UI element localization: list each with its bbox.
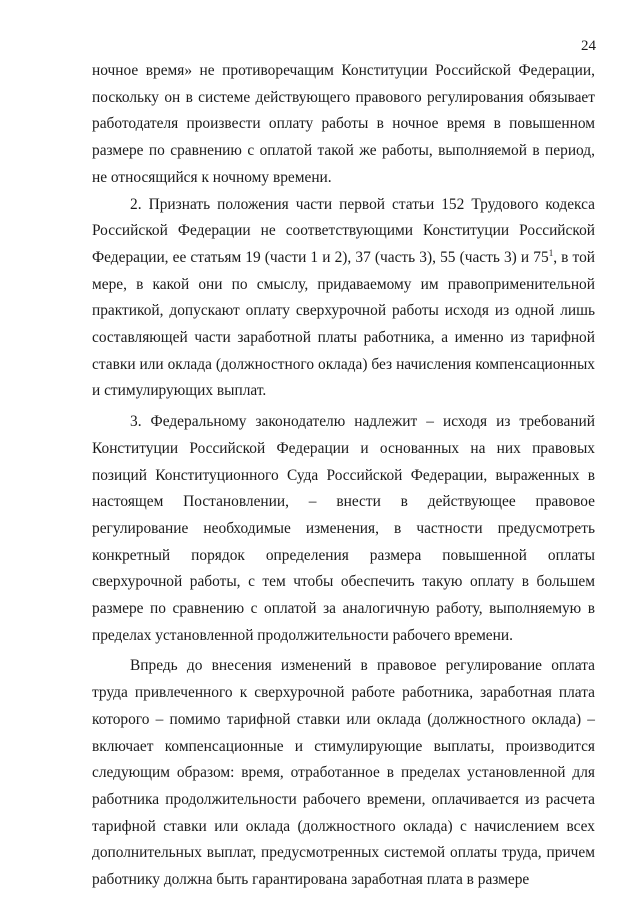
article-superscript: 1 [548, 247, 554, 258]
paragraph-item-3: 3. Федеральному законодателю надлежит – исходя из требований Конституции Российской Федерации и основанных на них правовых позиций Конституционного Суда Российской Федерации, выраженных в настоящем Постановлении, – внести в действующее правовое регулирование необходимые изменения, в частности предусмотреть конкретный порядок определения размера повышенной оплаты сверхурочной работы, с тем чтобы обеспечить такую оплату в большем размере по сравнению с оплатой за аналогичную работу, выполняемую в пределах установленной продолжительности рабочего времени. [92, 413, 595, 644]
paragraph-continuation: ночное время» не противоречащим Конституции Российской Федерации, поскольку он в системе действующего правового регулирования обязывает работодателя произвести оплату работы в ночное время в повышенном размере по сравнению с оплатой такой же работы, выполняемой в период, не относящийся к ночному времени. [92, 62, 595, 186]
paragraph-item-2-text-start: 2. Признать положения части первой статьи 152 Трудового кодекса Российской Федерации не соответствующими Конституции Российской Федерации, ее статьям 19 (части 1 и 2), 37 (часть 3), 55 (часть 3) и 75 [92, 195, 595, 266]
paragraph-item-2 [92, 192, 595, 406]
paragraph-interim-order: Впредь до внесения изменений в правовое регулирование оплата труда привлеченного к сверхурочной работе работника, заработная плата которого – помимо тарифной ставки или оклада (должностного оклада) – включает компенсационные и стимулирующие выплаты, производится следующим образом: время, отработанное в пределах установленной для работника продолжительности рабочего времени, оплачивается из расчета тарифной ставки или оклада (должностного оклада) с начислением всех дополнительных выплат, предусмотренных системой оплаты труда, причем работнику должна быть гарантирована заработная плата в размере [92, 657, 595, 889]
paragraph-item-2-text-end: , в той мере, в какой они по смыслу, придаваемому им правоприменительной практикой, допускают оплату сверхурочной работы исходя из одной лишь составляющей части заработной платы работника, а именно из тарифной ставки или оклада (должностного оклада) без начисления компенсационных и стимулирующих выплат. [92, 248, 595, 400]
document-body [92, 58, 595, 894]
page-number: 24 [581, 38, 596, 54]
